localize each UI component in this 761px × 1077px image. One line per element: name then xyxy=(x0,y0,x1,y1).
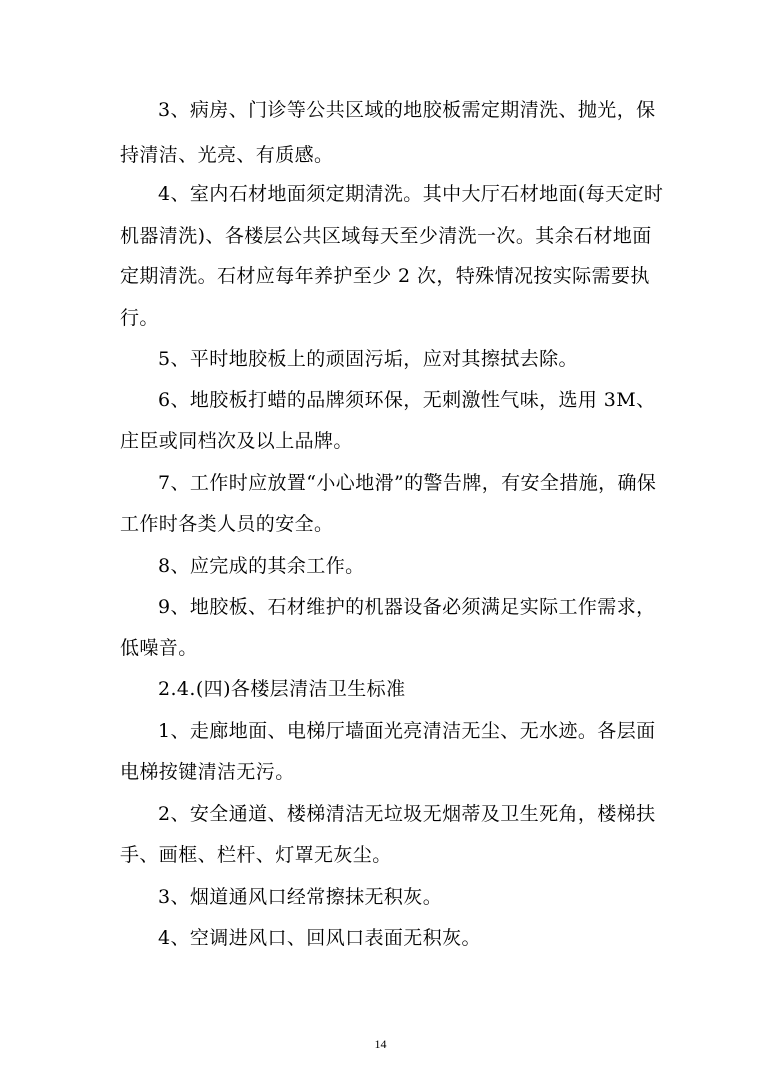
text-line: 7、工作时应放置“小心地滑”的警告牌，有安全措施，确保 xyxy=(158,472,657,494)
text-line: 6、地胶板打蜡的品牌须环保，无刺激性气味，选用 3M、 xyxy=(158,389,656,411)
text-line: 机器清洗)、各楼层公共区域每天至少清洗一次。其余石材地面 xyxy=(120,225,652,247)
text-line: 9、地胶板、石材维护的机器设备必须满足实际工作需求， xyxy=(158,596,656,618)
text-line: 3、烟道通风口经常擦抹无积灰。 xyxy=(158,886,443,908)
page-number: 14 xyxy=(374,1037,387,1051)
section-heading: 2.4.(四)各楼层清洁卫生标准 xyxy=(158,678,406,700)
text-line: 电梯按键清洁无污。 xyxy=(120,761,295,783)
text-line: 8、应完成的其余工作。 xyxy=(158,555,365,577)
text-line: 2、安全通道、楼梯清洁无垃圾无烟蒂及卫生死角，楼梯扶 xyxy=(158,803,656,825)
text-line: 5、平时地胶板上的顽固污垢，应对其擦拭去除。 xyxy=(158,348,578,370)
text-line: 庄臣或同档次及以上品牌。 xyxy=(120,430,353,452)
text-line: 行。 xyxy=(120,307,159,329)
text-line: 低噪音。 xyxy=(120,637,198,659)
text-line: 工作时各类人员的安全。 xyxy=(120,513,334,535)
text-line: 4、空调进风口、回风口表面无积灰。 xyxy=(158,927,481,949)
text-line: 手、画框、栏杆、灯罩无灰尘。 xyxy=(120,844,392,866)
text-line: 定期清洗。石材应每年养护至少 2 次，特殊情况按实际需要执 xyxy=(120,265,650,287)
text-line: 1、走廊地面、电梯厅墙面光亮清洁无尘、无水迹。各层面 xyxy=(158,720,656,742)
text-line: 4、室内石材地面须定期清洗。其中大厅石材地面(每天定时 xyxy=(158,183,664,205)
text-line: 3、病房、门诊等公共区域的地胶板需定期清洗、抛光，保 xyxy=(158,99,656,121)
text-line: 持清洁、光亮、有质感。 xyxy=(120,144,334,166)
